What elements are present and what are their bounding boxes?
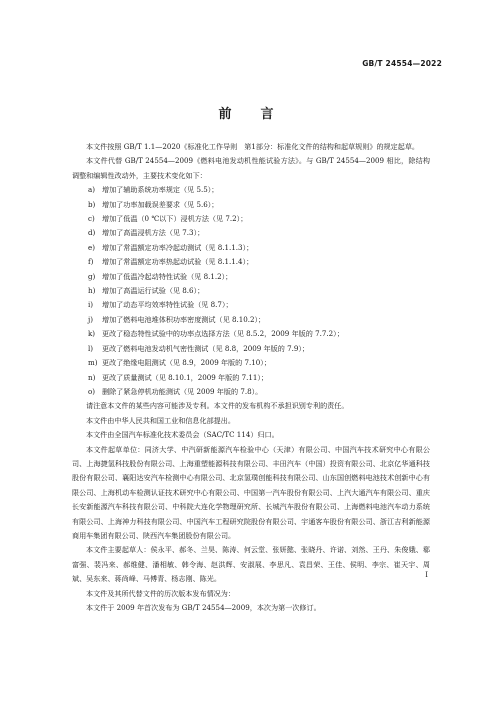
drafting-organizations: 本文件起草单位：同济大学、中汽研新能源汽车检验中心（天津）有限公司、中国汽车技术研究中心有限公司、上海捷氢科技股份有限公司、上海重塑能源科技有限公司、丰田汽车（中国）投资有限公司、北京亿华通科技股份有限公司、襄阳达安汽车检测中心有限公司、北京氢璞创能科技有限公司、山东国创燃料电池技术创新中心有限公司、上海机动车检测认证技术研究中心有限公司、中国第一汽车股份有限公司、上汽大通汽车有限公司、重庆长安新能源汽车科技有限公司、中科院大连化学物理研究所、长城汽车股份有限公司、上海燃料电池汽车动力系统有限公司、上海神力科技有限公司、中国汽车工程研究院股份有限公司、宇通客车股份有限公司、浙江吉利新能源商用车集团有限公司、陕西汽车集团股份有限公司。 — [72, 444, 430, 540]
history-entry: 本文件于 2009 年首次发布为 GB/T 24554—2009，本次为第一次修订。 — [86, 603, 321, 612]
list-item-text: 增加了低温冷起动特性试验（见 8.1.2）； — [102, 271, 233, 281]
history-heading: 本文件及其所代替文件的历次版本发布情况为： — [86, 588, 235, 598]
list-mark: a) — [88, 185, 95, 195]
list-mark: o) — [88, 386, 96, 396]
list-item — [72, 385, 430, 399]
list-mark: j) — [88, 314, 93, 324]
list-mark: f) — [88, 257, 94, 267]
page-number: I — [425, 571, 428, 579]
list-mark: g) — [88, 271, 96, 281]
standard-number: GB/T 24554—2022 — [362, 59, 442, 68]
drafting-persons: 本文件主要起草人：侯永平、郝冬、兰昊、陈涛、何云堂、张妍懿、张晓丹、许诺、刘然、王丹、朱俊娥、郗富强、裴冯来、郝维健、潘相敏、韩令海、赵洪辉、安淑展、李思凡、袁昌荣、王佳、侯明、李宗、崔天宇、周斌、吴东来、蒋尚峰、马傅青、杨志刚、陈光。 — [72, 545, 430, 584]
list-item — [72, 255, 430, 269]
list-item-text: 增加了常温额定功率热起动试验（见 8.1.1.4）； — [102, 257, 254, 267]
list-mark: l) — [88, 343, 94, 353]
document-body — [72, 140, 430, 615]
list-item-text: 更改了绝缘电阻测试（见 8.9，2009 年版的 7.10）； — [102, 358, 271, 368]
list-item — [72, 284, 430, 298]
list-item-text: 增加了常温额定功率冷起动测试（见 8.1.1.3）； — [102, 242, 254, 252]
list-item-text: 删除了紧急停机功能测试（见 2009 年版的 7.8）。 — [102, 386, 263, 396]
list-item-text: 更改了质量测试（见 8.10.1，2009 年版的 7.11）； — [102, 372, 269, 382]
list-item-text: 增加了低温（0 ℃以下）浸机方法（见 7.2）； — [102, 214, 248, 224]
list-item-text: 更改了燃料电池发动机气密性测试（见 8.8，2009 年版的 7.9）； — [102, 343, 309, 353]
list-item-text: 增加了功率加载误差要求（见 5.6）； — [102, 199, 219, 209]
list-item-text: 增加了燃料电池堆体积功率密度测试（见 8.10.2）； — [102, 314, 266, 324]
list-mark: c) — [88, 214, 95, 224]
list-item-text: 增加了高温运行试验（见 8.6）； — [102, 286, 205, 296]
intro-paragraph: 本文件按照 GB/T 1.1—2020《标准化工作导则 第1部分：标准化文件的结构和起草规则》的规定起草。 — [86, 142, 420, 151]
list-item-text: 更改了稳态特性试验中的功率点选择方法（见 8.5.2，2009 年版的 7.7.2）； — [102, 329, 344, 339]
list-item — [72, 327, 430, 341]
list-item — [72, 270, 430, 284]
list-item — [72, 212, 430, 226]
list-item — [72, 241, 430, 255]
list-item — [72, 183, 430, 197]
list-item — [72, 371, 430, 385]
list-item — [72, 356, 430, 370]
proposer-statement: 本文件由中华人民共和国工业和信息化部提出。 — [86, 415, 235, 425]
committee-statement: 本文件由全国汽车标准化技术委员会（SAC/TC 114）归口。 — [86, 430, 279, 440]
list-item — [72, 313, 430, 327]
patent-notice: 请注意本文件的某些内容可能涉及专利。本文件的发布机构不承担识别专利的责任。 — [86, 401, 349, 411]
list-item-text: 增加了动态平均效率特性试验（见 8.7）； — [102, 300, 233, 310]
list-item — [72, 298, 430, 312]
list-mark: n) — [88, 372, 96, 382]
list-item — [72, 198, 430, 212]
list-mark: h) — [88, 286, 96, 296]
changes-list — [72, 183, 430, 399]
list-mark: i) — [88, 300, 94, 310]
intro-paragraph: 本文件代替 GB/T 24554—2009《燃料电池发动机性能试验方法》。与 GB/T 24554—2009 相比，除结构调整和编辑性改动外，主要技术变化如下： — [72, 156, 430, 180]
list-item-text: 增加了高温浸机方法（见 7.3）； — [102, 228, 205, 238]
list-mark: k) — [88, 329, 96, 339]
page-title: 前 言 — [218, 107, 282, 122]
list-item — [72, 342, 430, 356]
list-item — [72, 226, 430, 240]
list-item-text: 增加了辅助系统功率规定（见 5.5）； — [102, 185, 219, 195]
list-mark: b) — [88, 199, 96, 209]
list-mark: e) — [88, 242, 95, 252]
list-mark: d) — [88, 228, 96, 238]
list-mark: m) — [88, 358, 98, 368]
